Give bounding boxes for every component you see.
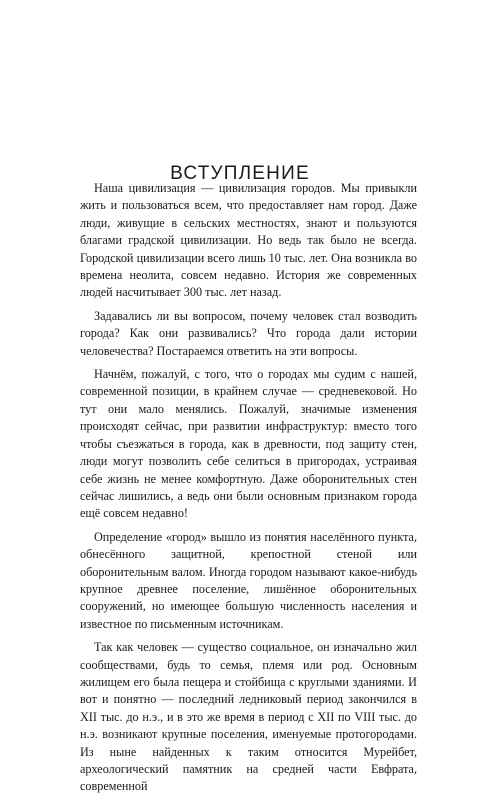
chapter-heading: ВСТУПЛЕНИЕ	[170, 162, 310, 184]
paragraph-2: Задавались ли вы вопросом, почему человек стал возводить города? Как они развивались? Что города дали истории человечества? Постараемся ответить на эти вопросы.	[80, 308, 417, 358]
paragraph-5: Так как человек — существо социальное, он изначально жил сообществами, будь то семья, племя или род. Основным жилищем его была пещера и стойбища с круглыми зданиями. И вот и понятно — последний ледниковый период закончился в XII тыс. до н.э., и в это же время в период с XII по VIII тыс. до н.э. возникают крупные поселения, именуемые протогородами. Из ныне найденных к таким относится Мурейбет, археологический памятник на средней части Евфрата, современной	[80, 640, 417, 794]
paragraph-3: Начнём, пожалуй, с того, что о городах мы судим с нашей, современной позиции, в крайнем случае — средневековой. Но тут они мало менялись. Пожалуй, значимые изменения происходят сейчас, при развитии инфраструктур: вместо того чтобы съезжаться в города, как в древности, под защиту стен, люди могут позволить себе селиться в пригородах, устраивая себе жизнь не менее комфортную. Даже оборонительных стен сейчас лишились, а ведь они были основным признаком города ещё совсем недавно!	[80, 367, 417, 521]
paragraph-1: Наша цивилизация — цивилизация городов. Мы привыкли жить и пользоваться всем, что предоставляет нам город. Даже люди, живущие в сельских местностях, знают и пользуются благами градской цивилизации. Но ведь так было не всегда. Городской цивилизации всего лишь 10 тыс. лет. Она возникла во времена неолита, совсем недавно. История же современных людей насчитывает 300 тыс. лет назад.	[80, 181, 417, 300]
body-text	[80, 180, 417, 802]
paragraph-4: Определение «город» вышло из понятия населённого пункта, обнесённого защитной, крепостной стеной или оборонительным валом. Иногда городом называют какое-нибудь крупное древнее поселение, лишённое оборонительных сооружений, но имеющее большую численность населения и известное по письменным источникам.	[80, 529, 417, 631]
